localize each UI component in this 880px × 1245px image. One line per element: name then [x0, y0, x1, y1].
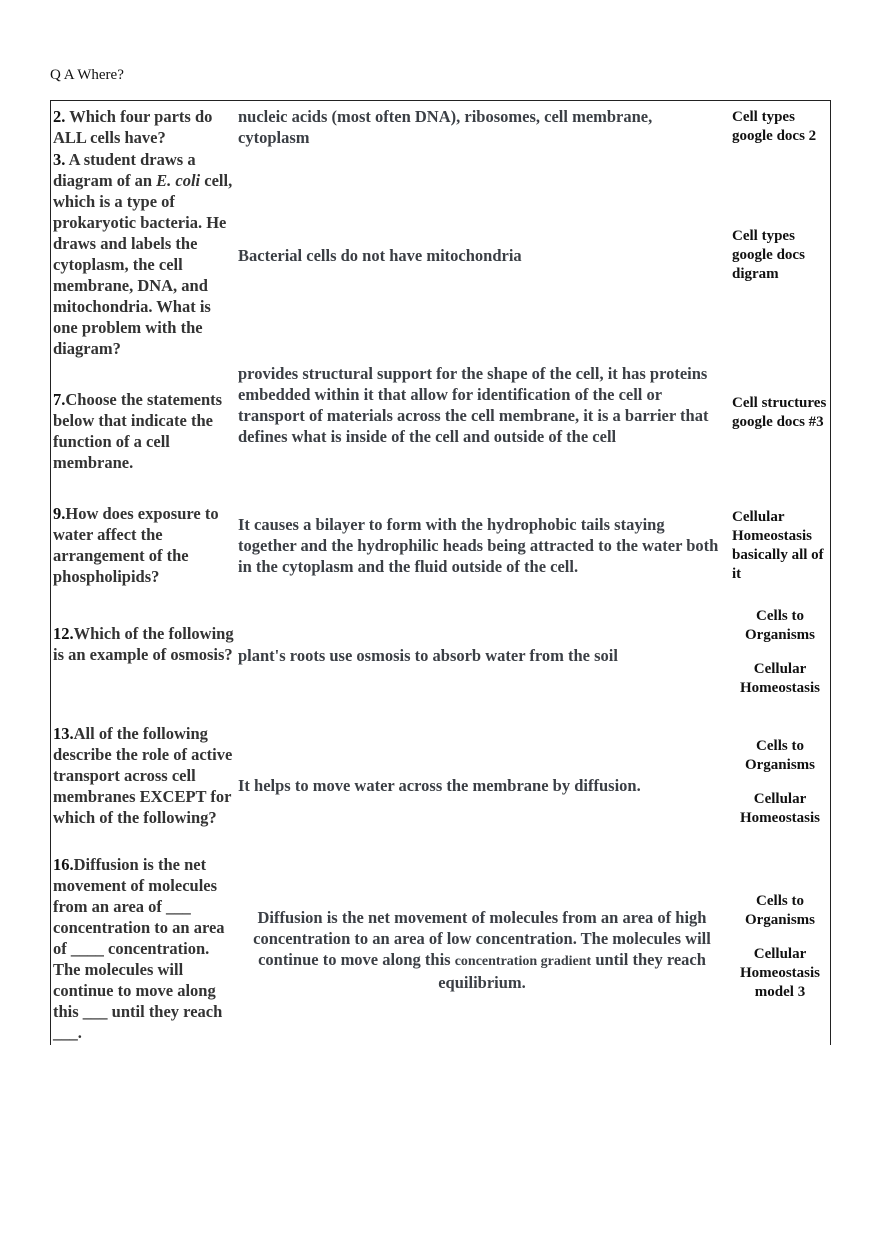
page-header: Q A Where? [50, 67, 124, 83]
table-row [51, 363, 830, 488]
question-text: Which of the following is an example of osmosis? [53, 624, 234, 664]
question-number: 9. [53, 504, 66, 523]
answer-cell: provides structural support for the shape of the cell, it has proteins embedded within it that allow for identification of the cell or transport of materials across the cell membrane, it is a barrier that defines what is inside of the cell and outside of the cell [238, 364, 709, 446]
question-text: How does exposure to water affect the arrangement of the phospholipids? [53, 504, 219, 586]
where-line: Cellular Homeostasis model 3 [740, 946, 820, 1000]
question-number: 16. [53, 855, 74, 874]
answer-cell: It causes a bilayer to form with the hydrophobic tails staying together and the hydrophilic heads being attracted to the water both in the cytoplasm and the fluid outside of the cell. [238, 515, 719, 576]
question-number: 7. [53, 390, 66, 409]
question-number: 13. [53, 724, 74, 743]
where-cell [732, 892, 828, 1002]
where-line: Cells to Organisms [744, 893, 815, 928]
question-text: Choose the statements below that indicate the function of a cell membrane. [53, 390, 223, 472]
question-text: A student draws a diagram of an [53, 150, 196, 190]
answer-cell: nucleic acids (most often DNA), ribosomes, cell membrane, cytoplasm [238, 107, 653, 147]
question-text: Diffusion is the net movement of molecules from an area of ___ concentration to an area of ____ concentration. The molecules will continue to move along this ___ until they reach ___. [53, 855, 225, 1042]
question-number: 12. [53, 624, 74, 643]
question-text: cell, which is a type of prokaryotic bacteria. He draws and labels the cytoplasm, the cell membrane, DNA, and mitochondria. What is one problem with the diagram? [53, 171, 233, 358]
question-cell [53, 149, 235, 359]
question-italic-term: E. coli [156, 171, 201, 190]
where-line: Cells to Organisms [744, 608, 815, 643]
where-cell: Cellular Homeostasis basically all of it [732, 509, 824, 582]
where-cell: Cell types google docs 2 [732, 109, 817, 144]
where-cell [732, 737, 828, 828]
table-row [51, 723, 830, 853]
where-cell: Cell structures google docs #3 [732, 395, 827, 430]
question-cell [53, 389, 235, 473]
where-cell: Cell types google docs digram [732, 228, 805, 282]
table-row [51, 149, 830, 361]
question-cell [53, 723, 235, 828]
answer-cell: It helps to move water across the membrane by diffusion. [238, 776, 641, 795]
table-row [51, 604, 830, 709]
table-row [51, 503, 830, 603]
table-row [51, 106, 830, 152]
answer-text: until they reach equilibrium. [438, 950, 706, 992]
question-text: All of the following describe the role of active transport across cell membranes EXCEPT for which of the following? [53, 724, 233, 827]
where-line: Cellular Homeostasis [740, 791, 820, 826]
question-number: 3. [53, 150, 66, 169]
answer-term: concentration gradient [454, 954, 592, 969]
question-text: Which four parts do ALL cells have? [53, 107, 213, 147]
where-cell [732, 607, 828, 698]
question-cell [53, 106, 235, 148]
where-line: Cellular Homeostasis [740, 661, 820, 696]
question-number: 2. [53, 107, 66, 126]
answer-cell [238, 907, 726, 993]
table-row [51, 854, 830, 1044]
answer-cell: plant's roots use osmosis to absorb water from the soil [238, 646, 618, 665]
question-cell [53, 623, 235, 665]
question-cell [53, 854, 235, 1043]
answer-text: Diffusion is the net movement of molecules from an area of high concentration to an area of low concentration. The molecules will continue to move along this [253, 908, 711, 969]
where-line: Cells to Organisms [744, 738, 815, 773]
question-cell [53, 503, 235, 587]
answer-cell: Bacterial cells do not have mitochondria [238, 246, 522, 265]
qa-table [50, 100, 831, 1045]
